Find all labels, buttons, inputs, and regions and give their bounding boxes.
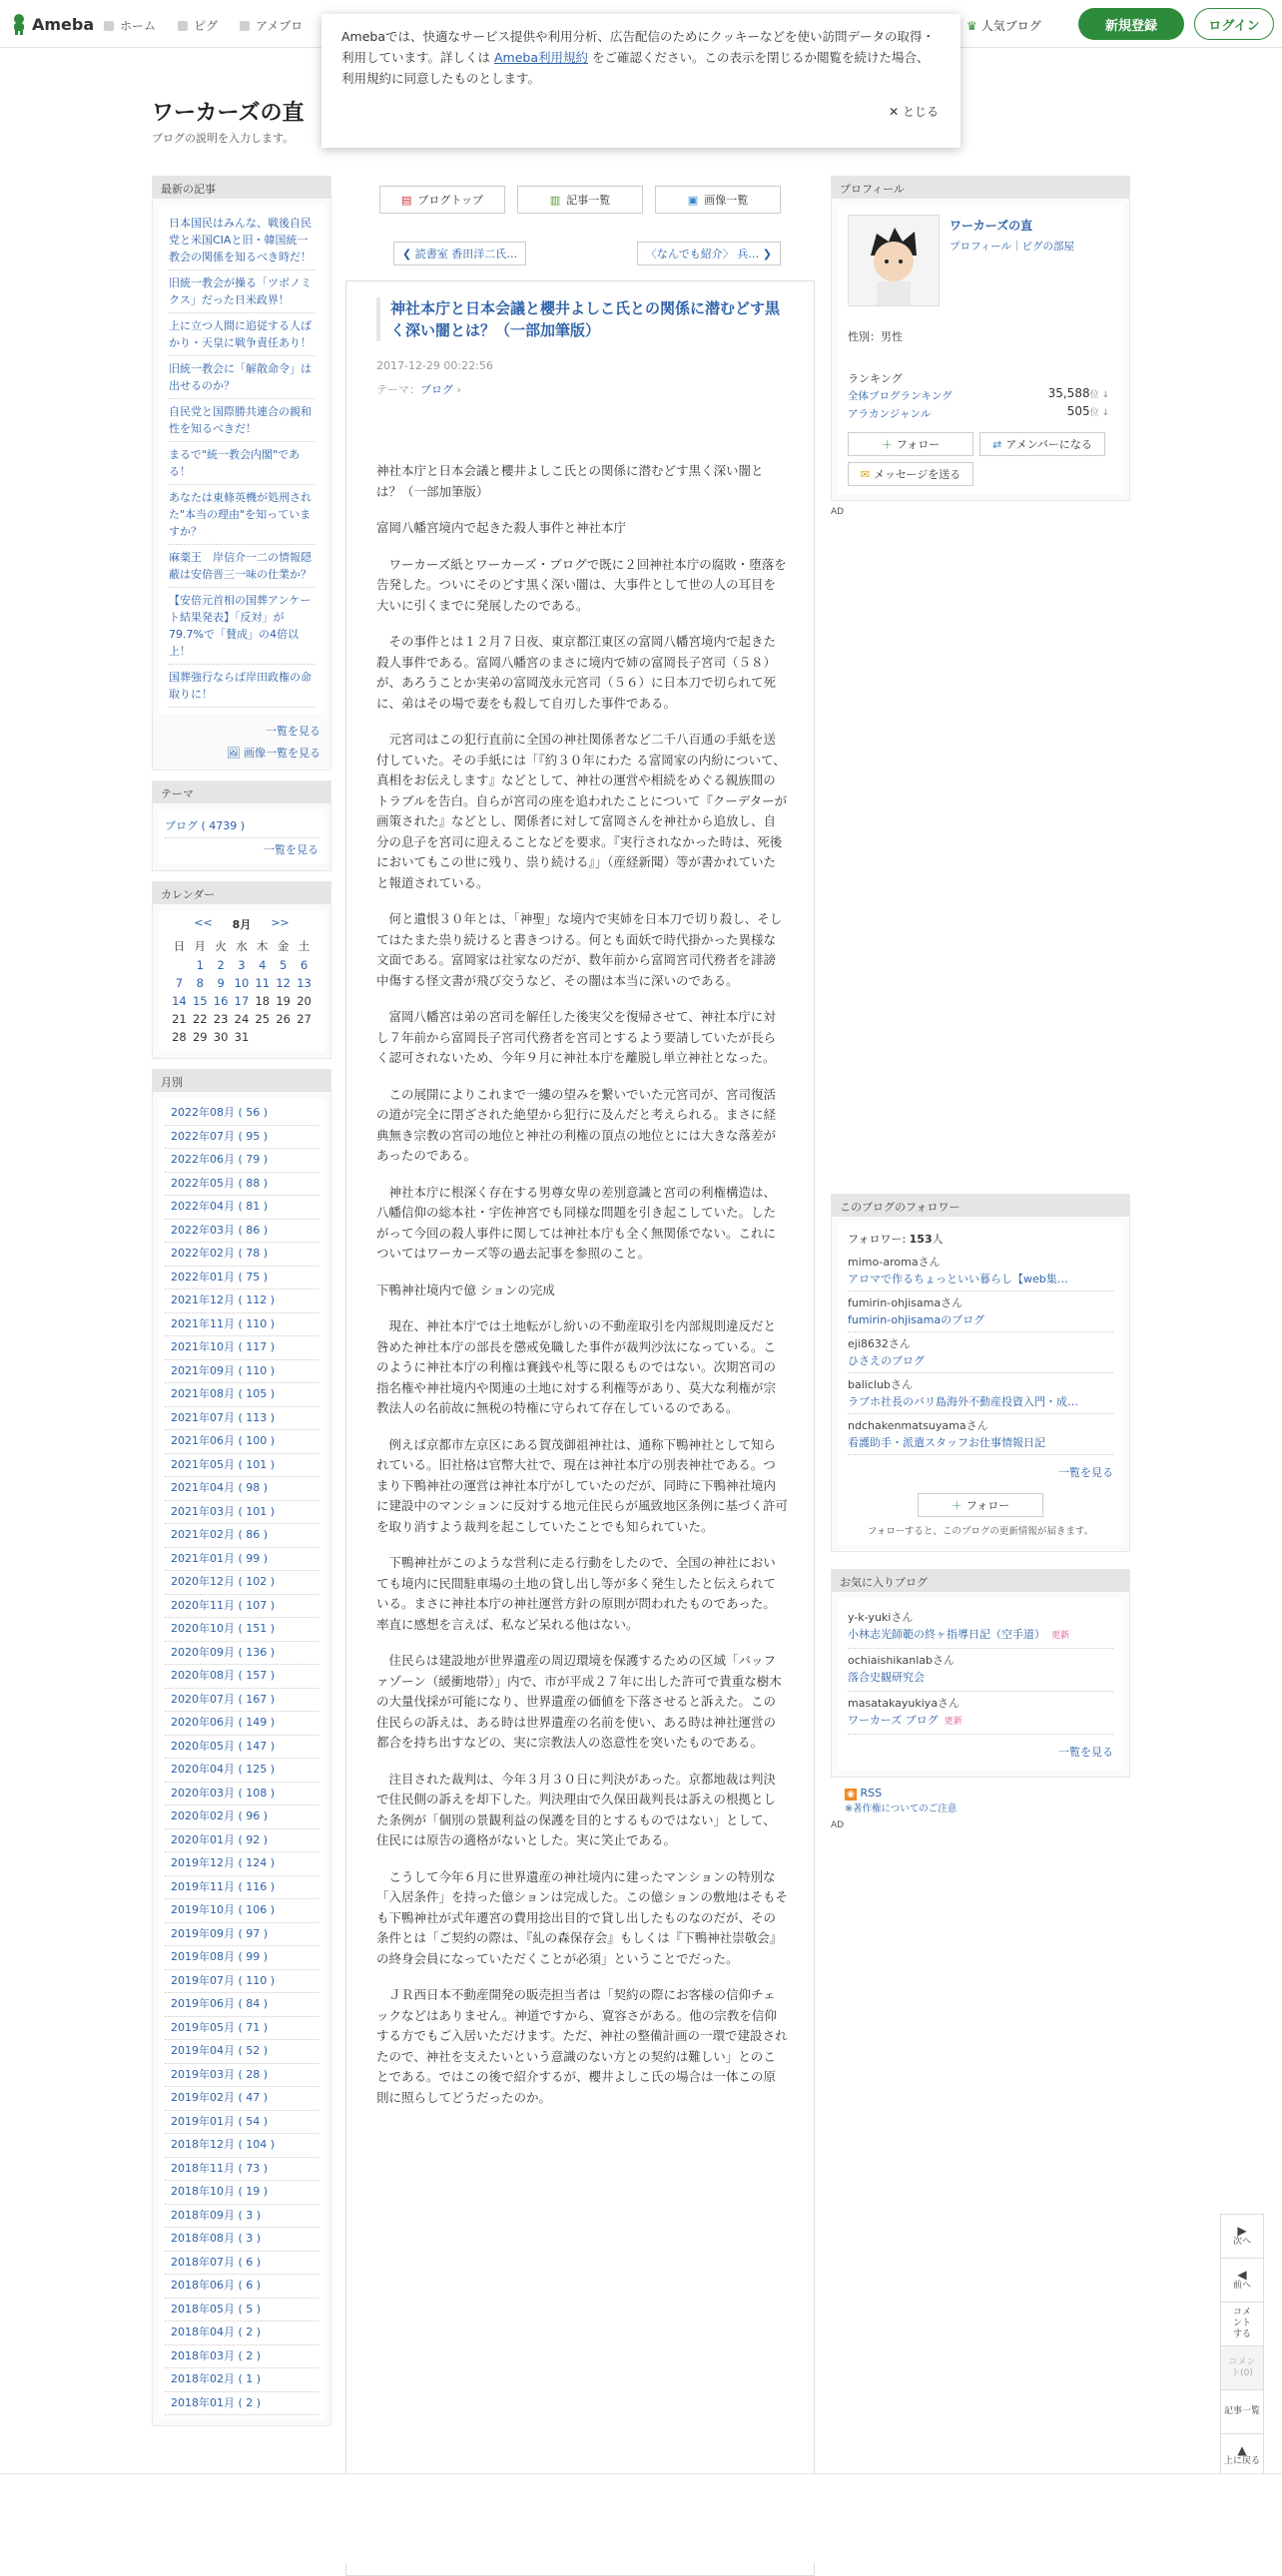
article-paragraph: こうして今年６月に世界遺産の神社境内に建ったマンションの特別な「入居条件」を持った億ションは完成した。この億ションの敷地はそもそも下鴨神社が式年遷宮の費用捻出目的で貸し出したものなのだが、その条件とは「ご契約の際は、『糺の森保存会』もしくは『下鴨神社崇敬会』の終身会員になっていただくことが必須」ということでだった。 xyxy=(376,1868,789,1966)
monthly-archive-link[interactable]: 2018年03月 ( 2 ) xyxy=(165,2345,319,2369)
theme-heading: テーマ xyxy=(153,781,330,803)
floating-toolbar xyxy=(1220,2214,1264,2479)
play-back-icon: ◀ xyxy=(1237,2267,1247,2282)
monthly-archive-link[interactable]: 2020年01月 ( 92 ) xyxy=(165,1829,319,1853)
cookie-banner xyxy=(321,14,961,148)
copyright-note-link[interactable]: ※著作権についてのご注意 xyxy=(845,1803,958,1814)
follower-item xyxy=(848,1332,1113,1373)
monthly-archive-link[interactable]: 2020年06月 ( 149 ) xyxy=(165,1712,319,1736)
recent-article-link[interactable]: 麻薬王 岸信介一二の情報隠蔽は安倍晋三一味の仕業か？ xyxy=(169,545,315,588)
image-list-icon: ▣ xyxy=(687,193,699,207)
calendar-day[interactable]: 1 xyxy=(196,958,204,972)
calendar-weekday: 月 xyxy=(194,939,207,953)
favorites-heading: お気に入りブログ xyxy=(832,1570,1129,1592)
blog-description: ブログの説明を入力します。 xyxy=(152,132,295,145)
article-paragraph: 元宮司はこの犯行直前に全国の神社関係者など二千八百通の手紙を送付していた。その手紙には「『約３０年にわた る富岡家の内紛について、真相をお伝えします』などとして、神社の運営や相続をめぐる親族間のトラブルを告白。自らが宮司の座を追われたことについて『クーデターが画策された』などとし、関係者に対して富岡さんを神社から追放し、自分の息子を宮司に迎えることなどを要求。『実行されなかった時は、死後においてもこの世に残り、祟り続ける』」（産経新聞）等が書かれていたと報道されている。 xyxy=(376,732,788,890)
article xyxy=(345,280,815,2576)
nav-pigg[interactable]: ピグ xyxy=(178,17,218,34)
article-paragraph: その事件とは１２月７日夜、東京都江東区の富岡八幡宮境内で起きた殺人事件である。富岡八幡宮のまさに境内で姉の富岡長子宮司（５８）が、あろうことか実弟の富岡茂永元宮司（５６）に日本刀で切られて死に、弟はその場で妻をも殺して自刃した事件である。 xyxy=(376,634,777,711)
monthly-archive-link[interactable]: 2021年09月 ( 110 ) xyxy=(165,1360,319,1384)
image-list-label: 画像一覧を見る xyxy=(244,747,320,760)
monthly-archive-link[interactable]: 2018年10月 ( 19 ) xyxy=(165,2181,319,2205)
favorite-blog-link[interactable]: 落合史観研究会 xyxy=(848,1671,925,1684)
article-paragraph: 例えば京都市左京区にある賀茂御祖神社は、通称下鴨神社として知られている。旧社格は官幣大社で、現在は神社本庁の別表神社である。つまり下鴨神社の運営は神社本庁がしていたのだが、同時に下鴨神社境内に建設中のマンションに反対する地元住民らが風致地区条例に基づく許可を取り消すよう裁判を起こしていたことでも知られていた。 xyxy=(376,1436,788,1534)
favorite-user[interactable]: masatakayukiyaさん xyxy=(848,1697,961,1710)
monthly-archive-link[interactable]: 2022年05月 ( 88 ) xyxy=(165,1173,319,1197)
profile-heading: プロフィール xyxy=(832,177,1129,199)
terms-link[interactable]: Ameba利用規約 xyxy=(493,50,588,65)
prev-article-tool[interactable]: ◀ 前へ xyxy=(1221,2259,1263,2303)
follower-item xyxy=(848,1414,1113,1455)
article-paragraph: 現在、神社本庁では土地転がし紛いの不動産取引を内部規則違反だと咎めた神社本庁の部長を懲戒免職した事件が裁判沙汰になっている。このように神社本庁の利権は賽銭や札等に限るものではない。次期宮司の指名権や神社境内や関連の土地に対する利権等があり、莫大な利権が宗教法人の名前故に無税の特権に守られて存在しているのである。 xyxy=(376,1318,777,1415)
follower-blog-link[interactable]: ラブホ社長のバリ島海外不動産投資入門・成… xyxy=(848,1395,1078,1408)
blog-main-nav xyxy=(379,186,781,214)
calendar-day[interactable]: 6 xyxy=(300,958,309,972)
recent-articles-heading: 最新の記事 xyxy=(153,177,330,199)
article-paragraph: 富岡八幡宮は弟の宮司を解任した後実父を復帰させて、神社本庁に対し７年前から富岡長子宮司代務者を宮司とするよう要請していたが長らく認可されないため、今年９月に神社本庁を離脱し単立神社となった。 xyxy=(376,1009,777,1065)
article-paragraph: ＪＲ西日本不動産開発の販売担当者は「契約の際にお客様の信仰チェックなどはありません。神道ですから、寛容さがある。他の宗教を信仰する方でもご入居いただけます。ただ、神社の整備計画の一環で建設されたので、神社を支えたいという意識のない方との契約は難しい」とのことである。ではこの後で紹介するが、櫻井よしこ氏の場合は一体この原則に照らしてどうだったのか。 xyxy=(376,1987,788,2105)
favorite-blogs-box xyxy=(831,1569,1130,1778)
calendar-day[interactable] xyxy=(169,956,190,974)
article-paragraph: この展開によりこれまで一縷の望みを繋いでいた元宮司が、宮司復活の道が完全に閉ざされた絶望から犯行に及んだと考えられる。まさに経典無き宗教の宮司の地位と神社の利権の頂点の地位とには大きな落差があったのである。 xyxy=(376,1086,777,1163)
follower-item xyxy=(848,1251,1113,1291)
calendar-day[interactable]: 4 xyxy=(259,958,267,972)
follow-button[interactable]: ＋ フォロー xyxy=(848,432,973,456)
monthly-archive-link[interactable]: 2019年07月 ( 110 ) xyxy=(165,1970,319,1994)
monthly-archive-link[interactable]: 2020年10月 ( 151 ) xyxy=(165,1618,319,1642)
monthly-archive-link[interactable]: 2019年06月 ( 84 ) xyxy=(165,1993,319,2017)
ameblo-icon xyxy=(240,21,250,31)
blog-title[interactable]: ワーカーズの直 xyxy=(152,101,305,126)
monthly-archive-link[interactable]: 2018年01月 ( 2 ) xyxy=(165,2392,319,2416)
followers-count: フォロワー: 153人 xyxy=(848,1233,944,1246)
favorite-item xyxy=(848,1692,1113,1735)
comment-tool[interactable]: コメントする xyxy=(1221,2303,1263,2346)
message-button[interactable]: ✉ メッセージを送る xyxy=(848,462,973,486)
calendar-prev[interactable]: << xyxy=(194,916,213,929)
follower-blog-link[interactable]: アロマで作るちょっといい暮らし【web集… xyxy=(848,1273,1068,1286)
monthly-archive-link[interactable]: 2020年09月 ( 136 ) xyxy=(165,1642,319,1666)
left-sidebar xyxy=(152,176,331,2436)
monthly-archive-link[interactable]: 2022年08月 ( 56 ) xyxy=(165,1102,319,1126)
popular-blogs-link[interactable] xyxy=(966,17,1041,34)
calendar-day: 31 xyxy=(234,1030,250,1044)
prev-article-label: 読書室 香田洋二氏… xyxy=(414,248,518,260)
article-paragraph: ワーカーズ紙とワーカーズ・ブログで既に２回神社本庁の腐敗・堕落を告発した。ついにそのどす黒く深い闇は、大事件として世の人の耳目を大いに引くまでに発展したのである。 xyxy=(376,556,787,613)
theme-blog-link[interactable]: ブログ ( 4739 ) xyxy=(165,813,319,838)
monthly-archive-link[interactable]: 2021年07月 ( 113 ) xyxy=(165,1407,319,1431)
right-sidebar xyxy=(831,176,1130,1830)
calendar-day: 19 xyxy=(276,994,291,1008)
recent-article-link[interactable]: 日本国民はみんな、戦後自民党と米国CIAと旧・韓国統一教会の関係を知るべき時だ！ xyxy=(169,211,315,270)
article-paragraph: 神社本庁と日本会議と櫻井よしこ氏との関係に潜むどす黒く深い闇とは？（一部加筆版） xyxy=(376,463,764,499)
follower-user[interactable]: eji8632さん xyxy=(848,1337,911,1350)
rss-icon: ◉ xyxy=(845,1789,857,1801)
calendar-day[interactable]: 2 xyxy=(217,958,225,972)
monthly-archive-link[interactable]: 2022年06月 ( 79 ) xyxy=(165,1149,319,1173)
recent-article-link[interactable]: 自民党と国際勝共連合の親和性を知るべきだ！ xyxy=(169,399,315,442)
article-list-label: 記事一覧 xyxy=(566,194,611,207)
calendar-day: 24 xyxy=(234,1012,250,1026)
next-article-link[interactable] xyxy=(637,242,781,265)
monthly-archive-link[interactable]: 2019年04月 ( 52 ) xyxy=(165,2040,319,2064)
article-paragraph: 下鴨神社境内で億 ションの完成 xyxy=(376,1282,555,1297)
calendar-weekday: 日 xyxy=(173,939,186,953)
calendar-day xyxy=(252,1028,273,1046)
monthly-archive-link[interactable]: 2020年12月 ( 102 ) xyxy=(165,1571,319,1595)
cookie-text: Amebaでは、快適なサービス提供や利用分析、広告配信のためにクッキーなどを使い訪問データの取得・利用しています。詳しくは xyxy=(341,29,936,65)
monthly-archive-link[interactable]: 2021年04月 ( 98 ) xyxy=(165,1477,319,1501)
monthly-archive-link[interactable]: 2019年09月 ( 97 ) xyxy=(165,1923,319,1947)
monthly-archive-link[interactable]: 2021年06月 ( 100 ) xyxy=(165,1430,319,1454)
recent-article-link[interactable]: 上に立つ人間に追従する人ばかり・天皇に戦争責任あり！ xyxy=(169,313,315,356)
calendar-day[interactable]: 8 xyxy=(196,976,204,990)
calendar-day: 28 xyxy=(172,1030,187,1044)
image-list-button[interactable] xyxy=(655,186,781,214)
popular-blogs-label: 人気ブログ xyxy=(980,19,1041,33)
article-paragraph: 住民らは建設地が世界遺産の周辺環境を保護するための区域「バッファゾーン（緩衝地帯）」内で、市が平成２７年に出した許可で貴重な樹木の大量伐採が可能になり、世界遺産の価値を下落させると訴えた。この住民らの訴えは、ある時は世界遺産の名前を使い、ある時は神社運営の都合を持ち出すなどの、実に宗教法人の恣意性を突いたものである。 xyxy=(376,1653,782,1750)
monthly-archive-link[interactable]: 2022年02月 ( 78 ) xyxy=(165,1243,319,1267)
monthly-archive-link[interactable]: 2020年08月 ( 157 ) xyxy=(165,1665,319,1689)
monthly-archive-link[interactable]: 2019年12月 ( 124 ) xyxy=(165,1852,319,1876)
chevron-right-icon: › xyxy=(456,383,461,396)
monthly-archive-link[interactable]: 2019年11月 ( 116 ) xyxy=(165,1876,319,1900)
monthly-archive-link[interactable]: 2018年04月 ( 2 ) xyxy=(165,2321,319,2345)
pigg-icon xyxy=(178,21,188,31)
login-button[interactable]: ログイン xyxy=(1194,8,1274,40)
monthly-archive-link[interactable]: 2021年01月 ( 99 ) xyxy=(165,1548,319,1572)
favorites-list xyxy=(848,1606,1113,1735)
play-icon: ▶ xyxy=(1237,2223,1247,2238)
blog-top-icon: ▤ xyxy=(400,193,412,207)
favorite-item xyxy=(848,1606,1113,1649)
recent-articles-box xyxy=(152,176,331,771)
ranking-heading: ランキング xyxy=(848,372,903,385)
calendar-day[interactable]: 13 xyxy=(297,976,312,990)
theme-label: テーマ： xyxy=(376,383,420,396)
article-list-icon: ▥ xyxy=(549,193,561,207)
monthly-archive-link[interactable]: 2018年09月 ( 3 ) xyxy=(165,2205,319,2229)
calendar-day xyxy=(294,1028,315,1046)
monthly-archive-link[interactable]: 2020年04月 ( 125 ) xyxy=(165,1759,319,1783)
rank-overall-value: 35,588位 ↓ xyxy=(1047,386,1109,400)
monthly-archive-link[interactable]: 2020年07月 ( 167 ) xyxy=(165,1689,319,1713)
home-icon xyxy=(104,21,114,31)
article-paragraph: 何と遺恨３０年とは、「神聖」な境内で実姉を日本刀で切り殺し、そしてはたまた祟り続けると書きつける。何とも面妖で時代掛かった異様な文面である。富岡家は社家なのだが、数年前から富岡宮司代務者を誹謗中傷する怪文書が飛び交うなど、その闇は本当に深いのである。 xyxy=(376,911,783,988)
article-paragraph: 下鴨神社がこのような営利に走る行動をしたので、全国の神社においても境内に民間駐車場の土地の貸し出し等が多く発生したと伝えられている。まさに神社本庁の神社運営方針の原則が問われたものであった。率直に感想を言えば、私など呆れる他はない。 xyxy=(376,1555,777,1632)
calendar-weekday: 水 xyxy=(236,939,248,953)
rank-overall-link[interactable]: 全体ブログランキング xyxy=(848,390,953,402)
next-article-tool[interactable]: ▶ 次へ xyxy=(1221,2215,1263,2259)
ameba-logo-icon xyxy=(10,13,28,35)
recent-article-link[interactable]: 国葬強行ならば岸田政権の命取りに！ xyxy=(169,665,315,708)
recent-article-link[interactable]: 旧統一教会に「解散命令」は出せるのか？ xyxy=(169,356,315,399)
monthly-archive-link[interactable]: 2018年02月 ( 1 ) xyxy=(165,2368,319,2392)
follow-note: フォローすると、このブログの更新情報が届きます。 xyxy=(867,1526,1094,1537)
article-pager xyxy=(393,242,781,265)
theme-more-link[interactable]: 一覧を見る xyxy=(264,843,319,856)
back-to-top-tool[interactable]: ▲ 上に戻る xyxy=(1221,2434,1263,2478)
calendar-day: 29 xyxy=(192,1030,208,1044)
calendar-heading: カレンダー xyxy=(153,882,330,904)
followers-list xyxy=(848,1251,1113,1455)
monthly-archive-link[interactable]: 2019年05月 ( 71 ) xyxy=(165,2017,319,2041)
ameba-logo[interactable] xyxy=(10,13,94,35)
monthly-archive-link[interactable]: 2021年12月 ( 112 ) xyxy=(165,1289,319,1313)
monthly-archive-link[interactable]: 2021年08月 ( 105 ) xyxy=(165,1383,319,1407)
article-list-button[interactable] xyxy=(517,186,643,214)
calendar-weekday: 木 xyxy=(257,939,269,953)
monthly-archive-link[interactable]: 2019年08月 ( 99 ) xyxy=(165,1946,319,1970)
calendar-day[interactable]: 3 xyxy=(238,958,246,972)
logo-text: Ameba xyxy=(32,14,95,34)
monthly-archive-list xyxy=(159,1098,324,2419)
ad-label: AD xyxy=(831,507,845,517)
cookie-close-button[interactable]: ✕ とじる xyxy=(889,105,939,119)
article-theme xyxy=(376,381,461,397)
calendar-day[interactable]: 12 xyxy=(276,976,291,990)
rss-link[interactable]: ◉ RSS xyxy=(845,1787,882,1800)
profile-gender: 性別：男性 xyxy=(848,330,903,343)
plus-icon: ＋ xyxy=(951,1499,962,1512)
recent-article-link[interactable]: 旧統一教会が操る「ツボノミクス」だった日米政界！ xyxy=(169,270,315,313)
signup-button[interactable]: 新規登録 xyxy=(1078,8,1184,40)
monthly-archive-link[interactable]: 2018年11月 ( 73 ) xyxy=(165,2158,319,2182)
nav-ameblo[interactable]: アメブロ xyxy=(240,17,303,34)
profile-links[interactable]: プロフィール｜ピグの部屋 xyxy=(950,241,1074,253)
calendar-day[interactable]: 9 xyxy=(217,976,225,990)
chevron-left-icon: ❮ xyxy=(402,247,412,260)
calendar-day xyxy=(273,1028,294,1046)
calendar-grid xyxy=(169,936,315,1046)
amember-icon: ⇄ xyxy=(992,437,1002,451)
calendar-day: 25 xyxy=(255,1012,271,1026)
prev-article-link[interactable] xyxy=(393,242,526,265)
rank-genre-link[interactable]: アラカンジャンル xyxy=(848,408,932,420)
image-icon: 🖼 xyxy=(226,747,241,760)
monthly-archive-link[interactable]: 2019年10月 ( 106 ) xyxy=(165,1899,319,1923)
monthly-archive-link[interactable]: 2018年05月 ( 5 ) xyxy=(165,2299,319,2322)
monthly-archive-link[interactable]: 2019年03月 ( 28 ) xyxy=(165,2064,319,2088)
calendar-month: 8月 xyxy=(232,918,252,931)
article-list-tool[interactable]: 記事一覧 xyxy=(1221,2390,1263,2434)
monthly-archive-link[interactable]: 2019年01月 ( 54 ) xyxy=(165,2111,319,2135)
article-paragraph: 注目された裁判は、今年３月３０日に判決があった。京都地裁は判決で住民側の訴えを却下した。判決理由で久保田裁判長は訴えの根拠とした条例が「個別の景観利益の保護を目的とするものではない」として、住民には原告の適格がないとした。実に笑止である。 xyxy=(376,1771,777,1847)
footer-bar xyxy=(0,2473,1282,2563)
follower-user[interactable]: ndchakenmatsuyamaさん xyxy=(848,1419,988,1432)
article-body xyxy=(376,461,788,2124)
avatar[interactable] xyxy=(848,215,940,306)
monthly-archive-link[interactable]: 2022年03月 ( 86 ) xyxy=(165,1220,319,1244)
updated-badge: 更新 xyxy=(1051,1631,1070,1641)
follower-blog-link[interactable]: fumirin-ohjisamaのブログ xyxy=(848,1313,985,1326)
calendar-day: 27 xyxy=(297,1012,312,1026)
calendar-weekday: 金 xyxy=(277,939,290,953)
calendar-box xyxy=(152,881,331,1059)
image-list-link[interactable] xyxy=(163,742,320,764)
calendar-day: 20 xyxy=(297,994,312,1008)
follower-item xyxy=(848,1291,1113,1332)
crown-icon: ♛ xyxy=(966,18,977,33)
comment-count-tool[interactable]: コメント(0) xyxy=(1221,2346,1263,2390)
favorite-user[interactable]: ochiaishikanlabさん xyxy=(848,1654,956,1667)
follower-user[interactable]: baliclubさん xyxy=(848,1378,913,1391)
favorite-user[interactable]: y-k-yukiさん xyxy=(848,1611,914,1624)
profile-box xyxy=(831,176,1130,501)
calendar-day[interactable]: 14 xyxy=(172,994,187,1008)
follower-item xyxy=(848,1373,1113,1414)
monthly-archive-link[interactable]: 2020年02月 ( 96 ) xyxy=(165,1805,319,1829)
calendar-day[interactable]: 11 xyxy=(255,976,271,990)
calendar-day: 23 xyxy=(213,1012,229,1026)
nav-home[interactable]: ホーム xyxy=(104,17,156,34)
monthly-archive-link[interactable]: 2021年11月 ( 110 ) xyxy=(165,1313,319,1337)
follower-blog-link[interactable]: 看護助手・派遣スタッフお仕事情報日記 xyxy=(848,1436,1045,1449)
monthly-archive-link[interactable]: 2022年04月 ( 81 ) xyxy=(165,1196,319,1220)
article-date: 2017-12-29 00:22:56 xyxy=(376,359,493,372)
theme-box xyxy=(152,780,331,871)
image-list-label-2: 画像一覧 xyxy=(704,194,749,207)
follower-user[interactable]: mimo-aromaさん xyxy=(848,1256,941,1269)
calendar-day[interactable]: 17 xyxy=(234,994,250,1008)
global-nav xyxy=(104,17,303,34)
article-theme-link[interactable]: ブログ xyxy=(420,383,453,396)
envelope-icon: ✉ xyxy=(860,467,870,481)
blog-top-label: ブログトップ xyxy=(417,194,484,207)
updated-badge: 更新 xyxy=(944,1717,962,1727)
monthly-archive-link[interactable]: 2018年06月 ( 6 ) xyxy=(165,2275,319,2299)
followers-heading: このブログのフォロワー xyxy=(832,1195,1129,1217)
calendar-weekday: 火 xyxy=(215,939,227,953)
monthly-archive-link[interactable]: 2019年02月 ( 47 ) xyxy=(165,2087,319,2111)
calendar-weekday: 土 xyxy=(298,939,311,953)
favorite-item xyxy=(848,1649,1113,1692)
monthly-archive-link[interactable]: 2018年07月 ( 6 ) xyxy=(165,2252,319,2276)
article-title[interactable]: 神社本庁と日本会議と櫻井よしこ氏との関係に潜むどす黒く深い闇とは？（一部加筆版） xyxy=(376,297,786,341)
calendar-next[interactable]: >> xyxy=(271,916,290,929)
follower-user[interactable]: fumirin-ohjisamaさん xyxy=(848,1296,963,1309)
calendar-day: 26 xyxy=(276,1012,291,1026)
calendar-day[interactable]: 5 xyxy=(279,958,288,972)
favorite-blog-link[interactable]: 小林志光師範の終ヶ指導日記（空手道） xyxy=(848,1628,1045,1641)
calendar-day[interactable]: 15 xyxy=(192,994,208,1008)
monthly-archive-link[interactable]: 2022年01月 ( 75 ) xyxy=(165,1267,319,1290)
plus-icon: ＋ xyxy=(881,438,893,451)
profile-name[interactable]: ワーカーズの直 xyxy=(950,219,1033,233)
favorites-more-link[interactable]: 一覧を見る xyxy=(1058,1746,1113,1759)
monthly-archive-link[interactable]: 2021年03月 ( 101 ) xyxy=(165,1501,319,1525)
arrow-up-icon: ▲ xyxy=(1237,2442,1247,2457)
monthly-archive-link[interactable]: 2020年03月 ( 108 ) xyxy=(165,1783,319,1806)
favorite-blog-link[interactable]: ワーカーズ ブログ xyxy=(848,1714,939,1727)
follow-button-2[interactable]: ＋ フォロー xyxy=(918,1493,1043,1517)
chevron-right-icon: ❯ xyxy=(762,247,772,260)
blog-top-button[interactable] xyxy=(379,186,505,214)
article-paragraph: 富岡八幡宮境内で起きた殺人事件と神社本庁 xyxy=(376,520,627,535)
calendar-day[interactable]: 7 xyxy=(175,976,184,990)
monthly-archive-link[interactable]: 2018年12月 ( 104 ) xyxy=(165,2134,319,2158)
followers-box xyxy=(831,1194,1130,1552)
next-article-label: 〈なんでも紹介〉 兵… xyxy=(645,248,760,260)
rss-area xyxy=(831,1787,958,1830)
monthly-archive-link[interactable]: 2021年10月 ( 117 ) xyxy=(165,1336,319,1360)
monthly-archive-link[interactable]: 2020年11月 ( 107 ) xyxy=(165,1595,319,1619)
recent-articles-list xyxy=(159,205,324,714)
ad-label-2: AD xyxy=(831,1820,845,1830)
calendar-day: 22 xyxy=(192,1012,208,1026)
recent-article-link[interactable]: まるで"統一教会内閣"である！ xyxy=(169,442,315,485)
recent-more-link[interactable]: 一覧を見る xyxy=(266,725,320,738)
monthly-archive-link[interactable]: 2020年05月 ( 147 ) xyxy=(165,1736,319,1760)
monthly-heading: 月別 xyxy=(153,1070,330,1092)
cookie-text-2: をご確認ください。この表示を閉じるか閲覧を続けた場合、利用規約に同意したものとします。 xyxy=(341,50,930,86)
monthly-archive-box xyxy=(152,1069,331,2426)
recent-article-link[interactable]: あなたは東條英機が処刑された"本当の理由"を知っていますか？ xyxy=(169,485,315,545)
monthly-archive-link[interactable]: 2021年02月 ( 86 ) xyxy=(165,1524,319,1548)
monthly-archive-link[interactable]: 2021年05月 ( 101 ) xyxy=(165,1454,319,1478)
monthly-archive-link[interactable]: 2022年07月 ( 95 ) xyxy=(165,1126,319,1150)
calendar-day[interactable]: 16 xyxy=(213,994,229,1008)
monthly-archive-link[interactable]: 2018年08月 ( 3 ) xyxy=(165,2228,319,2252)
calendar-day: 21 xyxy=(172,1012,187,1026)
amember-button[interactable]: ⇄ アメンバーになる xyxy=(979,432,1105,456)
calendar-day: 30 xyxy=(213,1030,229,1044)
follower-blog-link[interactable]: ひさえのブログ xyxy=(848,1354,925,1367)
avatar-image xyxy=(849,216,939,305)
followers-more-link[interactable]: 一覧を見る xyxy=(1058,1466,1113,1479)
recent-article-link[interactable]: 【安倍元首相の国葬アンケート結果発表】「反対」が79.7%で「賛成」の4倍以上！ xyxy=(169,588,315,665)
rank-genre-value: 505位 ↓ xyxy=(1066,404,1109,418)
calendar-day[interactable]: 10 xyxy=(234,976,250,990)
article-paragraph: 神社本庁に根深く存在する男尊女卑の差別意識と宮司の利権構造は、八幡信仰の総本社・宇佐神宮でも同様な問題を引き起こしていた。したがって今回の殺人事件に関しては神社本庁も全く無関係でない。これについてはワーカーズ等の過去記事を参照のこと。 xyxy=(376,1184,777,1261)
calendar-day: 18 xyxy=(255,994,271,1008)
